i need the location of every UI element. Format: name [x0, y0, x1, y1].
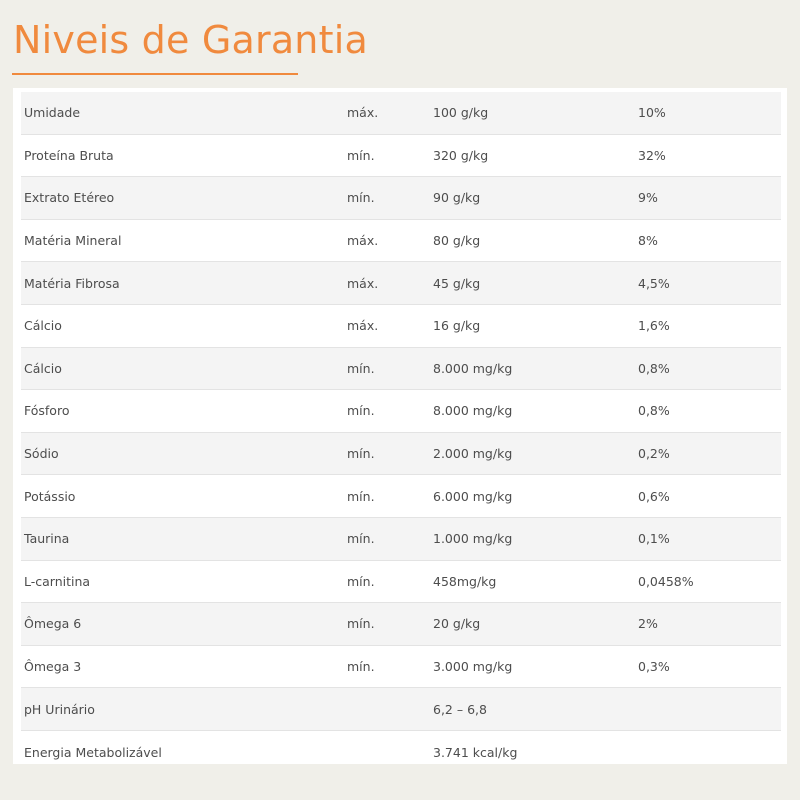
table-row [21, 561, 781, 604]
guarantee-table [21, 92, 781, 774]
nutrient-value: 80 g/kg [433, 233, 481, 249]
limit-type: mín. [347, 446, 375, 462]
limit-type: mín. [347, 403, 375, 419]
nutrient-name: Matéria Mineral [24, 233, 122, 249]
nutrient-percent: 0,3% [638, 659, 670, 675]
guarantee-table-card [13, 88, 787, 764]
nutrient-name: Taurina [24, 531, 70, 547]
nutrient-percent: 0,2% [638, 446, 670, 462]
table-row [21, 433, 781, 476]
nutrient-value: 8.000 mg/kg [433, 360, 513, 376]
nutrient-value: 320 g/kg [433, 147, 489, 163]
nutrient-percent: 0,8% [638, 360, 670, 376]
nutrient-value: 16 g/kg [433, 318, 481, 334]
nutrient-name: Umidade [24, 105, 81, 121]
nutrient-value: 3.000 mg/kg [433, 659, 513, 675]
nutrient-percent: 0,0458% [638, 573, 694, 589]
table-row [21, 390, 781, 433]
table-row [21, 646, 781, 689]
nutrient-value: 100 g/kg [433, 105, 489, 121]
nutrient-name: L-carnitina [24, 573, 91, 589]
nutrient-name: Fósforo [24, 403, 70, 419]
limit-type: máx. [347, 105, 379, 121]
nutrient-value: 8.000 mg/kg [433, 403, 513, 419]
title-underline [12, 73, 298, 75]
table-row [21, 603, 781, 646]
limit-type: mín. [347, 616, 375, 632]
nutrient-name: Proteína Bruta [24, 147, 114, 163]
table-row [21, 220, 781, 263]
nutrient-value: 458mg/kg [433, 573, 497, 589]
nutrient-percent: 2% [638, 616, 658, 632]
nutrient-value: 6,2 – 6,8 [433, 701, 487, 717]
nutrient-name: pH Urinário [24, 701, 95, 717]
table-row [21, 92, 781, 135]
nutrient-name: Ômega 6 [24, 616, 82, 632]
table-row [21, 475, 781, 518]
table-row [21, 135, 781, 178]
limit-type: máx. [347, 233, 379, 249]
nutrient-percent: 0,1% [638, 531, 670, 547]
nutrient-percent: 0,8% [638, 403, 670, 419]
nutrient-value: 45 g/kg [433, 275, 481, 291]
nutrient-percent: 4,5% [638, 275, 670, 291]
limit-type: mín. [347, 659, 375, 675]
nutrient-name: Extrato Etéreo [24, 190, 115, 206]
nutrient-percent: 10% [638, 105, 666, 121]
nutrient-name: Matéria Fibrosa [24, 275, 120, 291]
nutrient-percent: 8% [638, 233, 658, 249]
nutrient-value: 20 g/kg [433, 616, 481, 632]
nutrient-name: Cálcio [24, 318, 62, 334]
table-row [21, 518, 781, 561]
nutrient-percent: 1,6% [638, 318, 670, 334]
nutrient-name: Energia Metabolizável [24, 744, 162, 760]
limit-type: mín. [347, 190, 375, 206]
nutrient-name: Ômega 3 [24, 659, 82, 675]
limit-type: máx. [347, 318, 379, 334]
table-row [21, 688, 781, 731]
limit-type: mín. [347, 573, 375, 589]
table-row [21, 348, 781, 391]
limit-type: máx. [347, 275, 379, 291]
limit-type: mín. [347, 360, 375, 376]
nutrient-value: 90 g/kg [433, 190, 481, 206]
limit-type: mín. [347, 531, 375, 547]
limit-type: mín. [347, 147, 375, 163]
table-row [21, 262, 781, 305]
nutrient-percent: 0,6% [638, 488, 670, 504]
nutrient-percent: 9% [638, 190, 658, 206]
nutrient-value: 6.000 mg/kg [433, 488, 513, 504]
nutrient-name: Potássio [24, 488, 76, 504]
nutrient-value: 1.000 mg/kg [433, 531, 513, 547]
limit-type: mín. [347, 488, 375, 504]
nutrient-name: Sódio [24, 446, 59, 462]
table-row [21, 305, 781, 348]
nutrient-percent: 32% [638, 147, 666, 163]
page-title: Niveis de Garantia [13, 18, 368, 62]
nutrient-value: 2.000 mg/kg [433, 446, 513, 462]
nutrient-name: Cálcio [24, 360, 62, 376]
table-row [21, 177, 781, 220]
nutrient-value: 3.741 kcal/kg [433, 744, 518, 760]
table-row [21, 731, 781, 774]
